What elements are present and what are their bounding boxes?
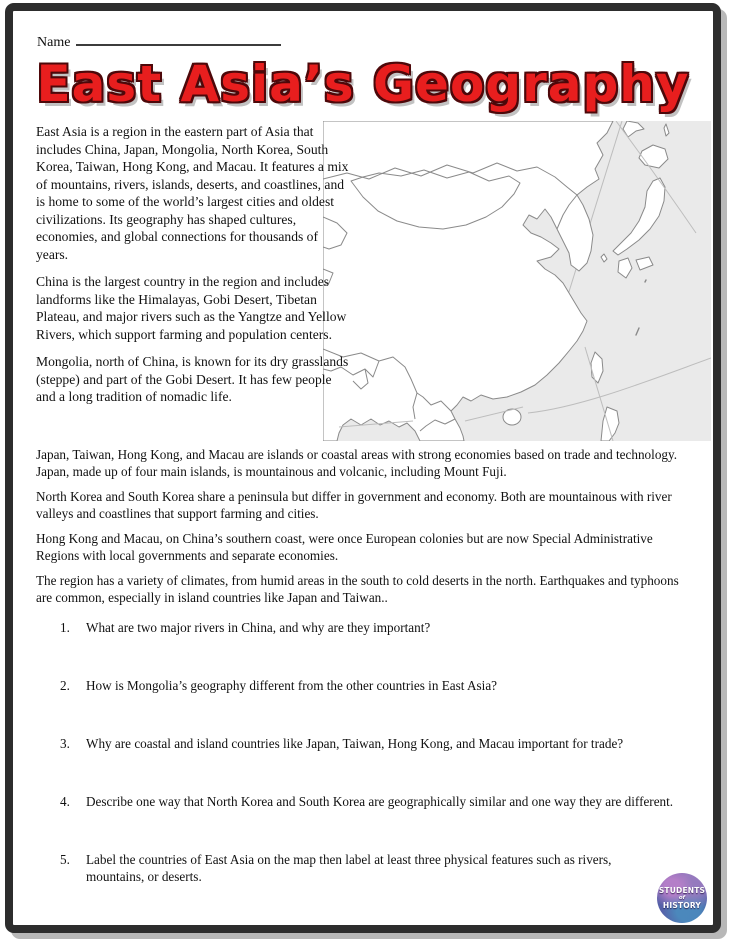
question-text: Why are coastal and island countries like Japan, Taiwan, Hong Kong, and Macau important for trade?	[86, 736, 624, 751]
logo-text-line3: HISTORY	[662, 901, 702, 910]
question-item	[60, 793, 697, 810]
paragraph: North Korea and South Korea share a peninsula but differ in government and economy. Both are mountainous with river valleys and coastlines that support farming and cities.	[36, 489, 672, 521]
name-row	[37, 31, 713, 51]
worksheet-body	[36, 123, 697, 885]
worksheet-title: East Asia’s Geography	[36, 55, 690, 113]
logo-text-line2: of	[678, 895, 686, 901]
question-number: 4.	[60, 794, 70, 809]
question-text: Describe one way that North Korea and South Korea are geographically similar and one way they are different.	[86, 794, 674, 809]
question-list	[36, 619, 697, 885]
worksheet-content	[13, 11, 713, 925]
paragraph: Japan, Taiwan, Hong Kong, and Macau are islands or coastal areas with strong economies based on trade and technology. Japan, made up of four main islands, is mountainous and volcanic, including Mount Fuji.	[36, 447, 678, 479]
question-text: What are two major rivers in China, and why are they important?	[86, 620, 431, 635]
question-item	[60, 619, 697, 636]
question-item	[60, 851, 697, 885]
question-item	[60, 677, 697, 694]
question-text: Label the countries of East Asia on the map then label at least three physical features such as rivers, mountains, or deserts.	[86, 852, 612, 884]
paragraph: Mongolia, north of China, is known for its dry grasslands (steppe) and part of the Gobi Desert. It has few people and a long tradition of nomadic life.	[36, 354, 349, 404]
question-number: 3.	[60, 736, 70, 751]
paragraph: China is the largest country in the region and includes landforms like the Himalayas, Gobi Desert, Tibetan Plateau, and major rivers such as the Yangtze and Yellow Rivers, which support farming and population centers.	[36, 274, 347, 342]
logo-text-line1: STUDENTS	[658, 886, 706, 895]
question-text: How is Mongolia’s geography different from the other countries in East Asia?	[86, 678, 498, 693]
worksheet-page	[5, 3, 721, 933]
name-label: Name	[37, 35, 71, 50]
name-blank[interactable]	[76, 31, 281, 46]
east-asia-map-graphic	[323, 121, 711, 441]
question-number: 1.	[60, 620, 70, 635]
paragraph: East Asia is a region in the eastern part of Asia that includes China, Japan, Mongolia, North Korea, South Korea, Taiwan, Hong Kong, and Macau. It features a mix of mountains, rivers, islands, deserts, and coastlines, and is home to some of the world’s largest cities and oldest civilizations. Its geography has shaped cultures, economies, and global connections for thousands of years.	[36, 124, 349, 262]
east-asia-map	[323, 121, 711, 441]
paragraph: The region has a variety of climates, from humid areas in the south to cold deserts in the north. Earthquakes and typhoons are common, especially in island countries like Japan and Taiwan..	[36, 573, 679, 605]
paragraph: Hong Kong and Macau, on China’s southern coast, were once European colonies but are now Special Administrative Regions with local governments and separate economies.	[36, 531, 653, 563]
question-item	[60, 735, 697, 752]
question-number: 5.	[60, 852, 70, 867]
question-number: 2.	[60, 678, 70, 693]
